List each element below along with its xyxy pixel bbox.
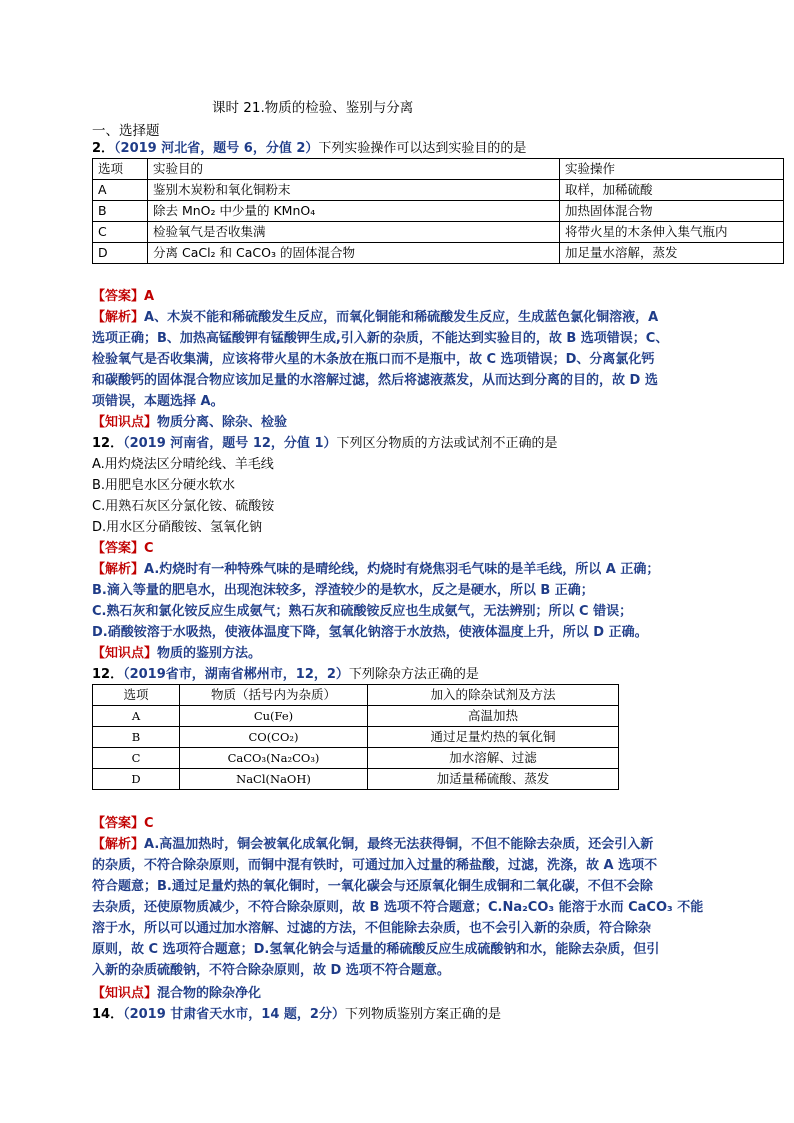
table-row (93, 222, 784, 243)
q14-heading (92, 1004, 501, 1025)
q2-analysis (92, 307, 704, 412)
answer-label: 【答案】 (92, 289, 145, 304)
analysis-line: 检验氧气是否收集满，应该将带火星的木条放在瓶口而不是瓶中，故 C 选项错误；D、分离氯化钙 (92, 352, 655, 367)
analysis-line: D.硝酸铵溶于水吸热，使液体温度下降，氢氧化钠溶于水放热，使液体温度上升，所以 D 正确。 (92, 625, 648, 640)
table-row (93, 201, 784, 222)
table-cell: C (93, 748, 180, 769)
table-row (93, 748, 619, 769)
q12a-answer (92, 538, 154, 559)
table-cell: 除去 MnO₂ 中少量的 KMnO₄ (148, 201, 560, 222)
table-header-row (93, 685, 619, 706)
analysis-line: B.滴入等量的肥皂水，出现泡沫较多，浮渣较少的是软水，反之是硬水，所以 B 正确； (92, 583, 594, 598)
knowledge-label: 【知识点】 (92, 415, 158, 430)
q2-knowledge (92, 412, 287, 433)
q12a-knowledge (92, 643, 261, 664)
table-cell: 加水溶解、过滤 (368, 748, 619, 769)
analysis-line: A.灼烧时有一种特殊气味的是晴纶线，灼烧时有烧焦羽毛气味的是羊毛线，所以 A 正确； (144, 562, 660, 577)
analysis-line: 去杂质，还使原物质减少，不符合除杂原则，故 B 选项不符合题意；C.Na₂CO₃ 能溶于水而 CaCO₃ 不能 (92, 900, 704, 915)
analysis-label: 【解析】 (92, 562, 145, 577)
option-a: A.用灼烧法区分晴纶线、羊毛线 (92, 457, 274, 472)
table-cell: 加足量水溶解，蒸发 (560, 243, 784, 264)
answer-value: C (144, 541, 154, 556)
q12b-answer (92, 813, 154, 834)
analysis-line: 选项正确；B、加热高锰酸钾有锰酸钾生成,引入新的杂质，不能达到实验目的，故 B 选项错误；C、 (92, 331, 669, 346)
analysis-label: 【解析】 (92, 837, 145, 852)
q2-answer (92, 286, 154, 307)
q2-source: （2019 河北省，题号 6，分值 2） (114, 141, 319, 156)
knowledge-value: 物质分离、除杂、检验 (157, 415, 288, 430)
table-header-cell: 选项 (93, 685, 180, 706)
answer-label: 【答案】 (92, 541, 145, 556)
table-cell: 取样，加稀硫酸 (560, 180, 784, 201)
table-cell: C (93, 222, 148, 243)
table-header-cell: 物质（括号内为杂质） (180, 685, 368, 706)
q12b-knowledge (92, 983, 261, 1004)
knowledge-value: 混合物的除杂净化 (157, 986, 262, 1001)
table-cell: NaCl(NaOH) (180, 769, 368, 790)
answer-value: C (144, 816, 154, 831)
q14-number: 14． (92, 1007, 124, 1022)
q2-stem: 下列实验操作可以达到实验目的的是 (318, 141, 527, 156)
analysis-line: 原则，故 C 选项符合题意；D.氢氧化钠会与适量的稀硫酸反应生成硫酸钠和水，能除去杂质，但引 (92, 942, 660, 957)
table-cell: 鉴别木炭粉和氧化铜粉末 (148, 180, 560, 201)
table-cell: Cu(Fe) (180, 706, 368, 727)
table-row (93, 243, 784, 264)
analysis-label: 【解析】 (92, 310, 145, 325)
q14-stem: 下列物质鉴别方案正确的是 (344, 1007, 501, 1022)
table-cell: A (93, 706, 180, 727)
q12b-number: 12． (92, 667, 124, 682)
knowledge-label: 【知识点】 (92, 986, 158, 1001)
analysis-line: 符合题意；B.通过足量灼热的氧化铜时，一氧化碳会与还原氧化铜生成铜和二氧化碳，不但不会除 (92, 879, 653, 894)
analysis-line: 的杂质，不符合除杂原则，而铜中混有铁时，可通过加入过量的稀盐酸，过滤，洗涤，故 A 选项不 (92, 858, 658, 873)
q2-table (92, 158, 784, 264)
q2-heading (92, 138, 526, 159)
analysis-line: 入新的杂质硫酸钠，不符合除杂原则，故 D 选项不符合题意。 (92, 963, 450, 978)
table-cell: D (93, 243, 148, 264)
table-header-cell: 选项 (93, 159, 148, 180)
table-cell: D (93, 769, 180, 790)
table-row (93, 706, 619, 727)
table-header-cell: 实验操作 (560, 159, 784, 180)
page-title: 课时 21.物质的检验、鉴别与分离 (212, 100, 414, 116)
option-c: C.用熟石灰区分氯化铵、硫酸铵 (92, 499, 275, 514)
table-cell: 高温加热 (368, 706, 619, 727)
table-cell: 加适量稀硫酸、蒸发 (368, 769, 619, 790)
knowledge-label: 【知识点】 (92, 646, 158, 661)
q12a-options (92, 454, 274, 538)
analysis-line: C.熟石灰和氯化铵反应生成氨气；熟石灰和硫酸铵反应也生成氨气，无法辨别；所以 C 错误； (92, 604, 633, 619)
table-cell: B (93, 201, 148, 222)
table-cell: 检验氧气是否收集满 (148, 222, 560, 243)
q2-number: 2． (92, 141, 115, 156)
q12b-heading (92, 664, 479, 685)
q12a-number: 12． (92, 436, 124, 451)
table-row (93, 180, 784, 201)
q12b-source: （2019省市，湖南省郴州市，12，2） (123, 667, 349, 682)
table-header-cell: 加入的除杂试剂及方法 (368, 685, 619, 706)
analysis-line: 和碳酸钙的固体混合物应该加足量的水溶解过滤，然后将滤液蒸发，从而达到分离的目的，故 D 选 (92, 373, 658, 388)
table-row (93, 727, 619, 748)
answer-value: A (144, 289, 155, 304)
table-cell: CO(CO₂) (180, 727, 368, 748)
table-cell: CaCO₃(Na₂CO₃) (180, 748, 368, 769)
analysis-line: A.高温加热时，铜会被氧化成氧化铜，最终无法获得铜，不但不能除去杂质，还会引入新 (144, 837, 654, 852)
analysis-line: 溶于水，所以可以通过加水溶解、过滤的方法，不但能除去杂质，也不会引入新的杂质，符合除杂 (92, 921, 652, 936)
table-header-cell: 实验目的 (148, 159, 560, 180)
option-b: B.用肥皂水区分硬水软水 (92, 478, 236, 493)
table-cell: 通过足量灼热的氧化铜 (368, 727, 619, 748)
analysis-line: 项错误，本题选择 A。 (92, 394, 224, 409)
q14-source: （2019 甘肃省天水市，14 题，2分） (123, 1007, 345, 1022)
q12a-analysis (92, 559, 704, 643)
q12b-stem: 下列除杂方法正确的是 (348, 667, 479, 682)
knowledge-value: 物质的鉴别方法。 (157, 646, 262, 661)
table-header-row (93, 159, 784, 180)
q12b-analysis (92, 834, 704, 981)
table-row (93, 769, 619, 790)
section-heading: 一、选择题 (92, 123, 160, 139)
q12b-table (92, 684, 619, 790)
table-cell: 加热固体混合物 (560, 201, 784, 222)
table-cell: 分离 CaCl₂ 和 CaCO₃ 的固体混合物 (148, 243, 560, 264)
q12a-source: （2019 河南省，题号 12，分值 1） (123, 436, 337, 451)
q12a-heading (92, 433, 558, 454)
table-cell: A (93, 180, 148, 201)
table-cell: 将带火星的木条伸入集气瓶内 (560, 222, 784, 243)
option-d: D.用水区分硝酸铵、氢氧化钠 (92, 520, 263, 535)
answer-label: 【答案】 (92, 816, 145, 831)
analysis-line: A、木炭不能和稀硫酸发生反应，而氧化铜能和稀硫酸发生反应，生成蓝色氯化铜溶液，A (144, 310, 659, 325)
table-cell: B (93, 727, 180, 748)
q12a-stem: 下列区分物质的方法或试剂不正确的是 (336, 436, 558, 451)
